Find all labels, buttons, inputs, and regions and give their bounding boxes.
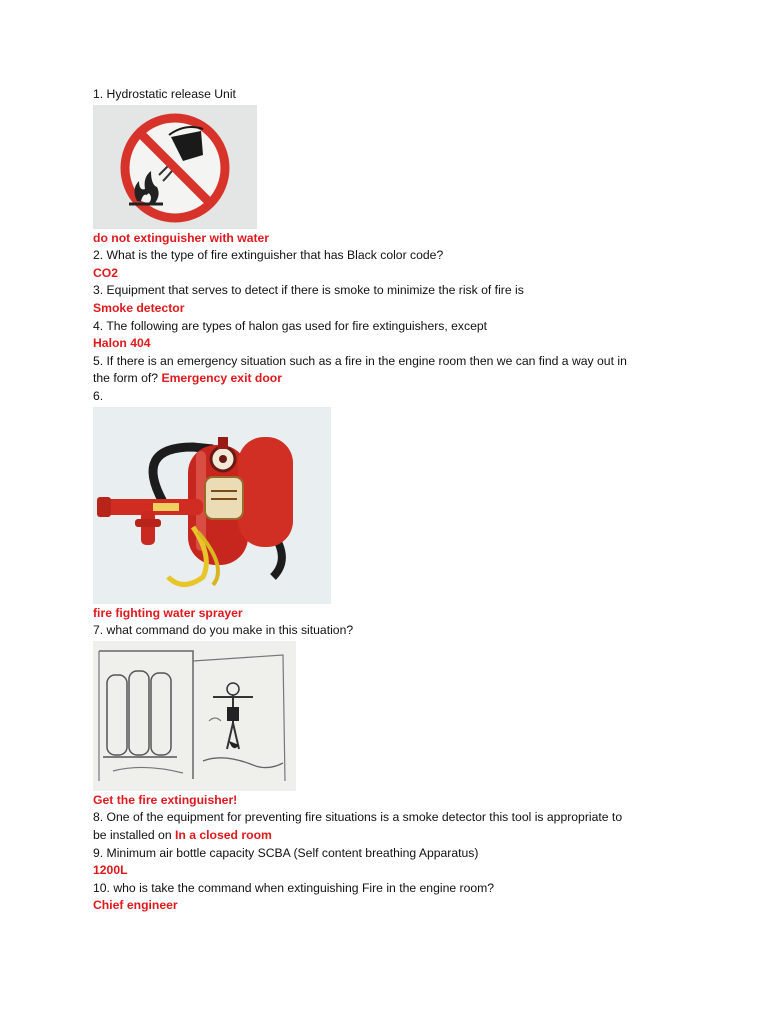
question-1-image — [93, 105, 257, 229]
answer-1: do not extinguisher with water — [93, 230, 270, 245]
question-4: 4. The following are types of halon gas used for fire extinguishers, except — [93, 318, 488, 333]
answer-9: 1200L — [93, 863, 128, 878]
no-water-on-fire-sign-icon — [93, 105, 257, 229]
answer-4: Halon 404 — [93, 336, 151, 351]
question-2: 2. What is the type of fire extinguisher that has Black color code? — [93, 248, 444, 263]
question-8-text: be installed on — [93, 827, 172, 842]
quiz-document — [93, 86, 693, 915]
question-8-line-2 — [93, 827, 693, 845]
backpack-water-sprayer-icon — [93, 407, 331, 604]
answer-6: fire fighting water sprayer — [93, 605, 243, 620]
answer-10: Chief engineer — [93, 898, 178, 913]
answer-8: In a closed room — [175, 827, 272, 842]
answer-7: Get the fire extinguisher! — [93, 792, 238, 807]
question-7: 7. what command do you make in this situation? — [93, 623, 354, 638]
question-7-image — [93, 641, 296, 791]
question-1: 1. Hydrostatic release Unit — [93, 87, 236, 101]
question-6: 6. — [93, 388, 104, 403]
question-5-line-1: 5. If there is an emergency situation such as a fire in the engine room then we can find a way out in — [93, 353, 627, 368]
question-8-line-1: 8. One of the equipment for preventing fire situations is a smoke detector this tool is appropriate to — [93, 810, 623, 825]
question-5-text: the form of? — [93, 371, 159, 386]
question-3: 3. Equipment that serves to detect if there is smoke to minimize the risk of fire is — [93, 283, 524, 298]
question-9: 9. Minimum air bottle capacity SCBA (Self content breathing Apparatus) — [93, 845, 479, 860]
answer-2: CO2 — [93, 265, 119, 280]
answer-3: Smoke detector — [93, 300, 185, 315]
answer-5: Emergency exit door — [161, 371, 282, 386]
question-10: 10. who is take the command when extinguishing Fire in the engine room? — [93, 880, 495, 895]
question-5-line-2 — [93, 370, 693, 388]
question-6-image — [93, 407, 331, 604]
fire-station-sketch-icon — [93, 641, 296, 791]
